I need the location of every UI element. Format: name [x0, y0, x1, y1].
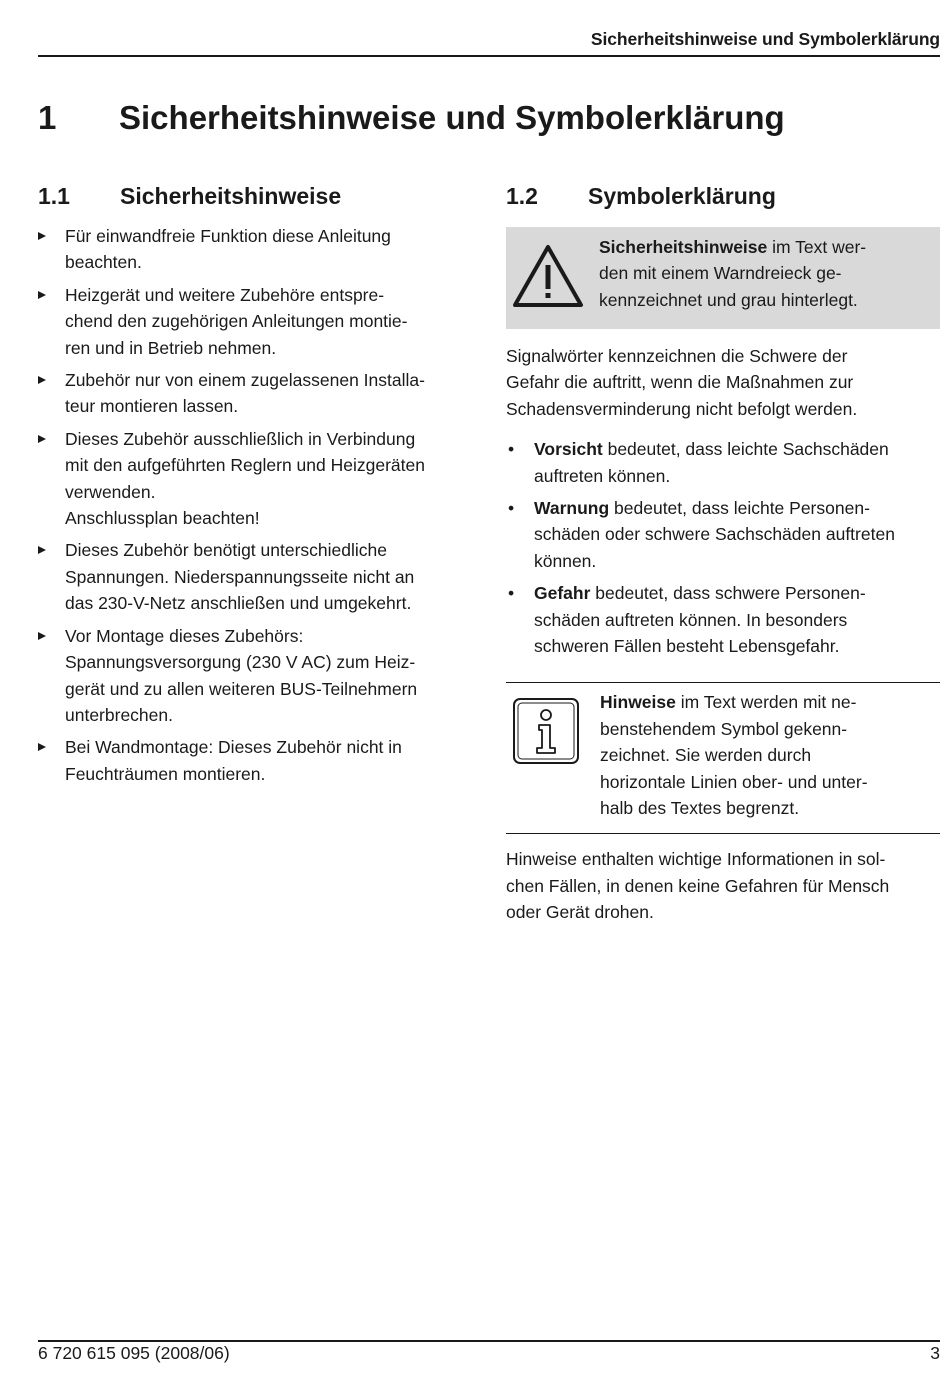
paragraph-line: oder Gerät drohen. [506, 902, 654, 923]
list-item [38, 537, 474, 616]
list-item [38, 282, 474, 361]
signal-word-item [506, 580, 940, 659]
page-number: 3 [930, 1343, 940, 1363]
hint-box [506, 682, 940, 834]
arrow-right-icon [38, 232, 46, 240]
warning-box-term: Sicherheitshinweise [599, 237, 768, 257]
list-item-line: Dieses Zubehör benötigt unterschiedliche [65, 540, 387, 561]
section-heading-1-2 [506, 180, 940, 212]
signal-words-intro [506, 343, 940, 422]
warning-box-line: kennzeichnet und grau hinterlegt. [599, 289, 858, 310]
arrow-right-icon [38, 435, 46, 443]
list-item-line: Bei Wandmontage: Dieses Zubehör nicht in [65, 737, 402, 758]
paragraph-line: Schadensverminderung nicht befolgt werden. [506, 398, 858, 419]
list-item [38, 223, 474, 276]
list-item-line: Vor Montage dieses Zubehörs: [65, 625, 304, 646]
warning-triangle-icon [511, 241, 585, 311]
list-item-line: Anschlussplan beachten! [65, 508, 260, 529]
list-item [38, 367, 474, 420]
signal-word-line: können. [534, 550, 597, 571]
list-item-line: Spannungsversorgung (230 V AC) zum Heiz- [65, 652, 416, 673]
arrow-right-icon [38, 291, 46, 299]
paragraph-line: chen Fällen, in denen keine Gefahren für Mensch [506, 875, 890, 896]
footer-rule [38, 1340, 940, 1342]
arrow-right-icon [38, 546, 46, 554]
chapter-title: Sicherheitshinweise und Symbolerklärung [119, 99, 785, 136]
signal-word-term: Vorsicht [534, 439, 603, 460]
bullet: • [508, 498, 515, 519]
column-right [506, 180, 940, 926]
list-item [38, 426, 474, 532]
warning-box-line: im Text wer- [767, 237, 867, 257]
document-number: 6 720 615 095 (2008/06) [38, 1343, 230, 1363]
paragraph-line: Hinweise enthalten wichtige Informationen in sol- [506, 849, 886, 870]
signal-word-text: bedeutet, dass leichte Personen- [609, 498, 870, 519]
list-item [38, 734, 474, 787]
list-item-line: chend den zugehörigen Anleitungen montie- [65, 311, 408, 332]
signal-word-text: bedeutet, dass schwere Personen- [590, 583, 866, 604]
list-item-line: beachten. [65, 252, 142, 273]
signal-word-item [506, 436, 940, 489]
hint-box-line: halb des Textes begrenzt. [600, 798, 800, 819]
warning-box [506, 227, 940, 329]
hint-box-line: horizontale Linien ober- und unter- [600, 771, 868, 792]
section-number: 1.1 [38, 182, 70, 209]
bullet: • [508, 439, 515, 460]
column-left [38, 180, 474, 793]
list-item-line: unterbrechen. [65, 704, 173, 725]
bullet: • [508, 583, 515, 604]
section-heading-1-1 [38, 180, 474, 212]
signal-word-line: schweren Fällen besteht Lebensgefahr. [534, 636, 840, 657]
running-header: Sicherheitshinweise und Symbolerklärung [590, 29, 940, 49]
list-item-line: mit den aufgeführten Reglern und Heizgeräten [65, 455, 425, 476]
list-item-line: ren und in Betrieb nehmen. [65, 337, 277, 358]
safety-instructions-list [38, 223, 474, 787]
list-item-line: das 230-V-Netz anschließen und umgekehrt. [65, 593, 412, 614]
signal-word-line: auftreten können. [534, 465, 671, 486]
header-rule [38, 55, 940, 57]
signal-word-item [506, 495, 940, 574]
warning-box-text [599, 234, 934, 313]
hint-box-line: zeichnet. Sie werden durch [600, 745, 812, 766]
list-item-line: Für einwandfreie Funktion diese Anleitung [65, 226, 391, 246]
list-item [38, 623, 474, 729]
warning-box-line: den mit einem Warndreieck ge- [599, 263, 842, 284]
paragraph-line: Gefahr die auftritt, wenn die Maßnahmen zur [506, 372, 854, 393]
signal-word-line: schäden oder schwere Sachschäden auftreten [534, 524, 895, 545]
list-item-line: Spannungen. Niederspannungsseite nicht an [65, 566, 415, 587]
list-item-line: teur montieren lassen. [65, 396, 239, 417]
list-item-line: gerät und zu allen weiteren BUS-Teilnehmern [65, 678, 418, 699]
section-title: Symbolerklärung [588, 182, 776, 209]
info-icon [512, 697, 580, 765]
chapter-number: 1 [38, 99, 57, 136]
signal-word-line: schäden auftreten können. In besonders [534, 609, 848, 630]
arrow-right-icon [38, 743, 46, 751]
hint-explanation [506, 846, 940, 925]
paragraph-line: Signalwörter kennzeichnen die Schwere der [506, 346, 848, 366]
hint-box-text [600, 689, 934, 821]
section-number: 1.2 [506, 182, 538, 209]
hint-box-line: im Text werden mit ne- [675, 692, 857, 713]
list-item-line: Dieses Zubehör ausschließlich in Verbindung [65, 428, 416, 449]
list-item-line: Feuchträumen montieren. [65, 763, 266, 784]
list-item-line: verwenden. [65, 481, 156, 502]
section-title: Sicherheitshinweise [120, 182, 342, 209]
arrow-right-icon [38, 376, 46, 384]
signal-word-term: Warnung [534, 498, 610, 519]
signal-words-list [506, 436, 940, 659]
arrow-right-icon [38, 632, 46, 640]
list-item-line: Zubehör nur von einem zugelassenen Installa- [65, 370, 425, 391]
hint-box-term: Hinweise [600, 692, 676, 713]
hint-box-line: benstehendem Symbol gekenn- [600, 718, 848, 739]
chapter-heading [38, 99, 785, 137]
signal-word-term: Gefahr [534, 583, 591, 604]
signal-word-text: bedeutet, dass leichte Sachschäden [602, 439, 889, 460]
list-item-line: Heizgerät und weitere Zubehöre entspre- [65, 284, 385, 305]
